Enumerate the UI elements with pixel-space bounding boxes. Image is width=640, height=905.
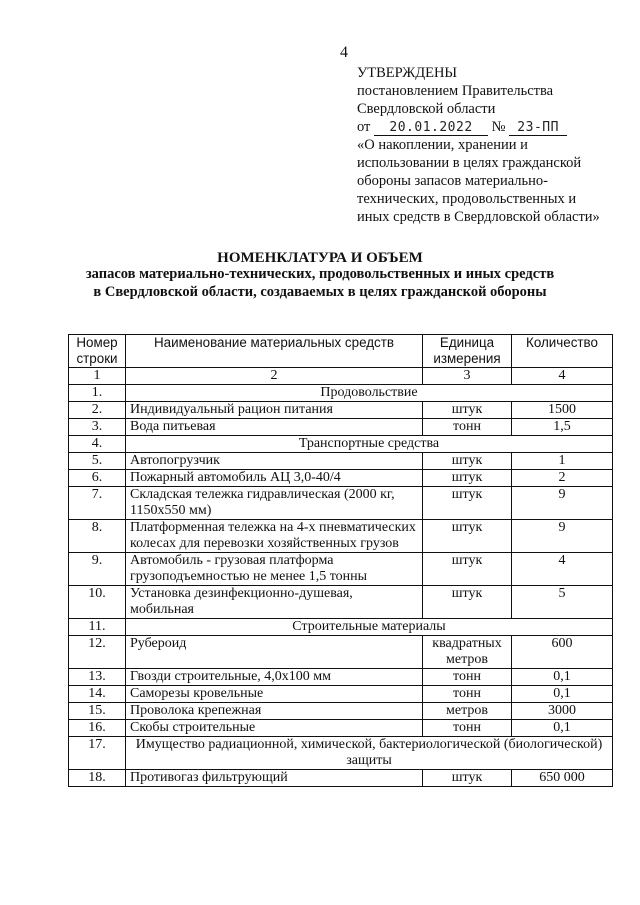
item-unit: штук — [423, 553, 512, 586]
table-row — [69, 669, 613, 686]
approval-date-line — [357, 118, 627, 136]
table-row — [69, 586, 613, 619]
item-name: Проволока крепежная — [126, 703, 423, 720]
item-quantity: 1 — [512, 453, 613, 470]
table-row — [69, 636, 613, 669]
row-number: 11. — [69, 619, 126, 636]
row-number: 12. — [69, 636, 126, 669]
item-unit: штук — [423, 487, 512, 520]
item-quantity: 0,1 — [512, 686, 613, 703]
approval-block — [357, 64, 627, 226]
table-row — [69, 470, 613, 487]
number-prefix: № — [491, 119, 506, 135]
document-title: НОМЕНКЛАТУРА И ОБЪЕМ — [217, 250, 423, 266]
row-number: 18. — [69, 770, 126, 787]
item-unit: штук — [423, 520, 512, 553]
item-name: Складская тележка гидравлическая (2000 кг, 1150х550 мм) — [126, 487, 423, 520]
approval-quote-line: технических, продовольственных и — [357, 191, 577, 207]
item-unit: метров — [423, 703, 512, 720]
item-unit: тонн — [423, 419, 512, 436]
item-name: Индивидуальный рацион питания — [126, 402, 423, 419]
item-quantity: 0,1 — [512, 720, 613, 737]
item-unit: квадратных метров — [423, 636, 512, 669]
item-unit: штук — [423, 770, 512, 787]
header-num: Номер строки — [69, 335, 126, 368]
index-cell: 4 — [512, 368, 613, 385]
row-number: 15. — [69, 703, 126, 720]
item-name: Платформенная тележка на 4-х пневматических колесах для перевозки хозяйственных грузов — [126, 520, 423, 553]
index-cell: 2 — [126, 368, 423, 385]
item-quantity: 5 — [512, 586, 613, 619]
row-number: 5. — [69, 453, 126, 470]
table-row — [69, 720, 613, 737]
table-row — [69, 703, 613, 720]
item-name: Скобы строительные — [126, 720, 423, 737]
item-unit: штук — [423, 453, 512, 470]
row-number: 2. — [69, 402, 126, 419]
section-title: Имущество радиационной, химической, бактериологической (биологической) защиты — [126, 737, 613, 770]
item-quantity: 650 000 — [512, 770, 613, 787]
item-quantity: 9 — [512, 487, 613, 520]
table-row — [69, 419, 613, 436]
item-quantity: 0,1 — [512, 669, 613, 686]
item-unit: штук — [423, 470, 512, 487]
header-unit: Единица измерения — [423, 335, 512, 368]
item-quantity: 1500 — [512, 402, 613, 419]
row-number: 8. — [69, 520, 126, 553]
table-row — [69, 686, 613, 703]
header-name: Наименование материальных средств — [126, 335, 423, 368]
table-row — [69, 520, 613, 553]
row-number: 9. — [69, 553, 126, 586]
index-cell: 1 — [69, 368, 126, 385]
page-number: 4 — [340, 44, 348, 61]
row-number: 3. — [69, 419, 126, 436]
approval-quote-line: иных средств в Свердловской области» — [357, 209, 600, 225]
item-name: Пожарный автомобиль АЦ 3,0-40/4 — [126, 470, 423, 487]
table-body — [69, 385, 613, 787]
item-name: Автопогрузчик — [126, 453, 423, 470]
item-quantity: 1,5 — [512, 419, 613, 436]
item-unit: штук — [423, 402, 512, 419]
row-number: 4. — [69, 436, 126, 453]
item-unit: тонн — [423, 686, 512, 703]
row-number: 17. — [69, 737, 126, 770]
table-header-row — [69, 335, 613, 368]
item-quantity: 4 — [512, 553, 613, 586]
table-row — [69, 453, 613, 470]
approval-quote-line: использовании в целях гражданской — [357, 155, 582, 171]
table-section-row — [69, 619, 613, 636]
table-row — [69, 402, 613, 419]
item-name: Противогаз фильтрующий — [126, 770, 423, 787]
item-name: Автомобиль - грузовая платформа грузоподъемностью не менее 1,5 тонны — [126, 553, 423, 586]
item-unit: тонн — [423, 720, 512, 737]
nomenclature-table — [68, 334, 613, 787]
document-subtitle-2: в Свердловской области, создаваемых в целях гражданской обороны — [93, 284, 547, 300]
index-cell: 3 — [423, 368, 512, 385]
item-quantity: 2 — [512, 470, 613, 487]
number-value: 23-ПП — [509, 120, 567, 136]
table-row — [69, 770, 613, 787]
row-number: 14. — [69, 686, 126, 703]
table-row — [69, 487, 613, 520]
section-title: Строительные материалы — [126, 619, 613, 636]
item-name: Установка дезинфекционно-душевая, мобильная — [126, 586, 423, 619]
approval-quote-line: обороны запасов материально- — [357, 173, 548, 189]
approval-line-2: Свердловской области — [357, 101, 496, 117]
item-name: Гвозди строительные, 4,0х100 мм — [126, 669, 423, 686]
approval-heading: УТВЕРЖДЕНЫ — [357, 65, 458, 81]
row-number: 13. — [69, 669, 126, 686]
item-quantity: 9 — [512, 520, 613, 553]
date-prefix: от — [357, 119, 371, 135]
approval-quote-line: «О накоплении, хранении и — [357, 137, 528, 153]
row-number: 7. — [69, 487, 126, 520]
item-unit: штук — [423, 586, 512, 619]
row-number: 10. — [69, 586, 126, 619]
header-qty: Количество — [512, 335, 613, 368]
table-row — [69, 553, 613, 586]
approval-line-1: постановлением Правительства — [357, 83, 554, 99]
date-value: 20.01.2022 — [374, 120, 488, 136]
section-title: Продовольствие — [126, 385, 613, 402]
item-name: Рубероид — [126, 636, 423, 669]
table-section-row — [69, 737, 613, 770]
item-name: Саморезы кровельные — [126, 686, 423, 703]
row-number: 1. — [69, 385, 126, 402]
section-title: Транспортные средства — [126, 436, 613, 453]
table-section-row — [69, 385, 613, 402]
item-quantity: 600 — [512, 636, 613, 669]
row-number: 16. — [69, 720, 126, 737]
row-number: 6. — [69, 470, 126, 487]
item-unit: тонн — [423, 669, 512, 686]
table-index-row — [69, 368, 613, 385]
item-quantity: 3000 — [512, 703, 613, 720]
document-subtitle-1: запасов материально-технических, продовольственных и иных средств — [85, 266, 555, 282]
table-section-row — [69, 436, 613, 453]
item-name: Вода питьевая — [126, 419, 423, 436]
